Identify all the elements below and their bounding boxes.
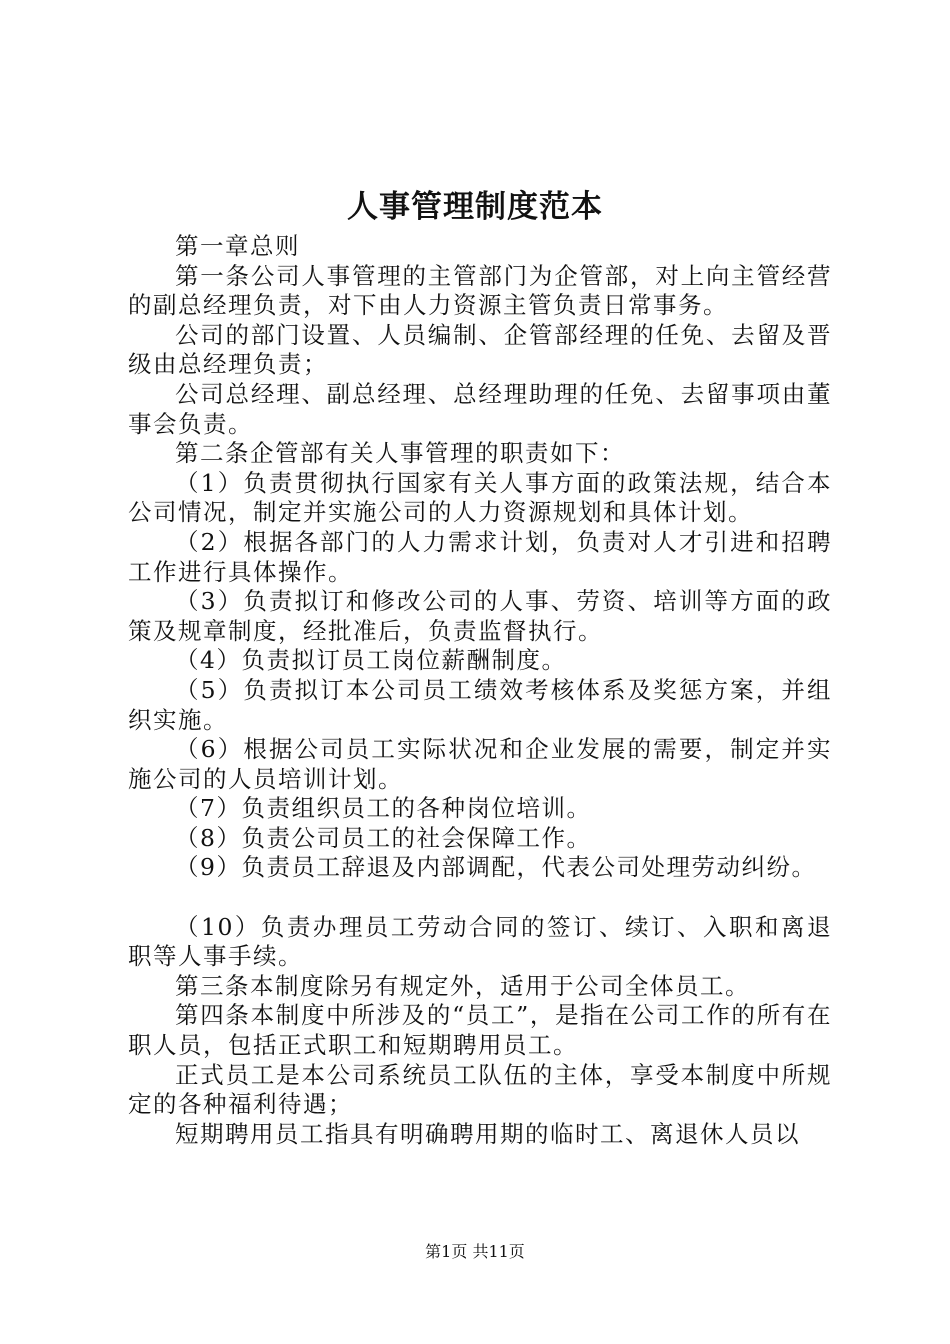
list-item: （1）负责贯彻执行国家有关人事方面的政策法规，结合本公司情况，制定并实施公司的人力资源规划和具体计划。: [128, 468, 832, 527]
paragraph: 正式员工是本公司系统员工队伍的主体，享受本制度中所规定的各种福利待遇；: [128, 1060, 832, 1119]
paragraph: 第一条公司人事管理的主管部门为企管部，对上向主管经营的副总经理负责，对下由人力资源主管负责日常事务。: [128, 261, 832, 320]
list-item: （2）根据各部门的人力需求计划，负责对人才引进和招聘工作进行具体操作。: [128, 527, 832, 586]
page-number: 第1页 共11页: [425, 1242, 525, 1261]
document-body: [128, 232, 832, 1149]
paragraph: 第四条本制度中所涉及的“员工”，是指在公司工作的所有在职人员，包括正式职工和短期聘用员工。: [128, 1001, 832, 1060]
list-item: （6）根据公司员工实际状况和企业发展的需要，制定并实施公司的人员培训计划。: [128, 735, 832, 793]
document-title: 人事管理制度范本: [347, 189, 603, 225]
list-item: （8）负责公司员工的社会保障工作。: [175, 823, 592, 852]
list-item: （9）负责员工辞退及内部调配，代表公司处理劳动纠纷。: [175, 853, 817, 882]
list-item: （10）负责办理员工劳动合同的签订、续订、入职和离退职等人事手续。: [128, 912, 832, 971]
paragraph: 第三条本制度除另有规定外，适用于公司全体员工。: [175, 971, 750, 1000]
paragraph: 第二条企管部有关人事管理的职责如下：: [175, 439, 625, 468]
paragraph: 公司总经理、副总经理、总经理助理的任免、去留事项由董事会负责。: [128, 379, 832, 438]
list-item: （4）负责拟订员工岗位薪酬制度。: [175, 646, 567, 675]
list-item: （5）负责拟订本公司员工绩效考核体系及奖惩方案，并组织实施。: [128, 675, 832, 734]
paragraph: 短期聘用员工指具有明确聘用期的临时工、离退休人员以: [175, 1119, 800, 1148]
paragraph: 公司的部门设置、人员编制、企管部经理的任免、去留及晋级由总经理负责；: [128, 320, 832, 379]
list-item: （7）负责组织员工的各种岗位培训。: [175, 794, 592, 823]
list-item: （3）负责拟订和修改公司的人事、劳资、培训等方面的政策及规章制度，经批准后，负责监督执行。: [128, 587, 832, 645]
chapter-heading: 第一章总则: [175, 232, 300, 260]
